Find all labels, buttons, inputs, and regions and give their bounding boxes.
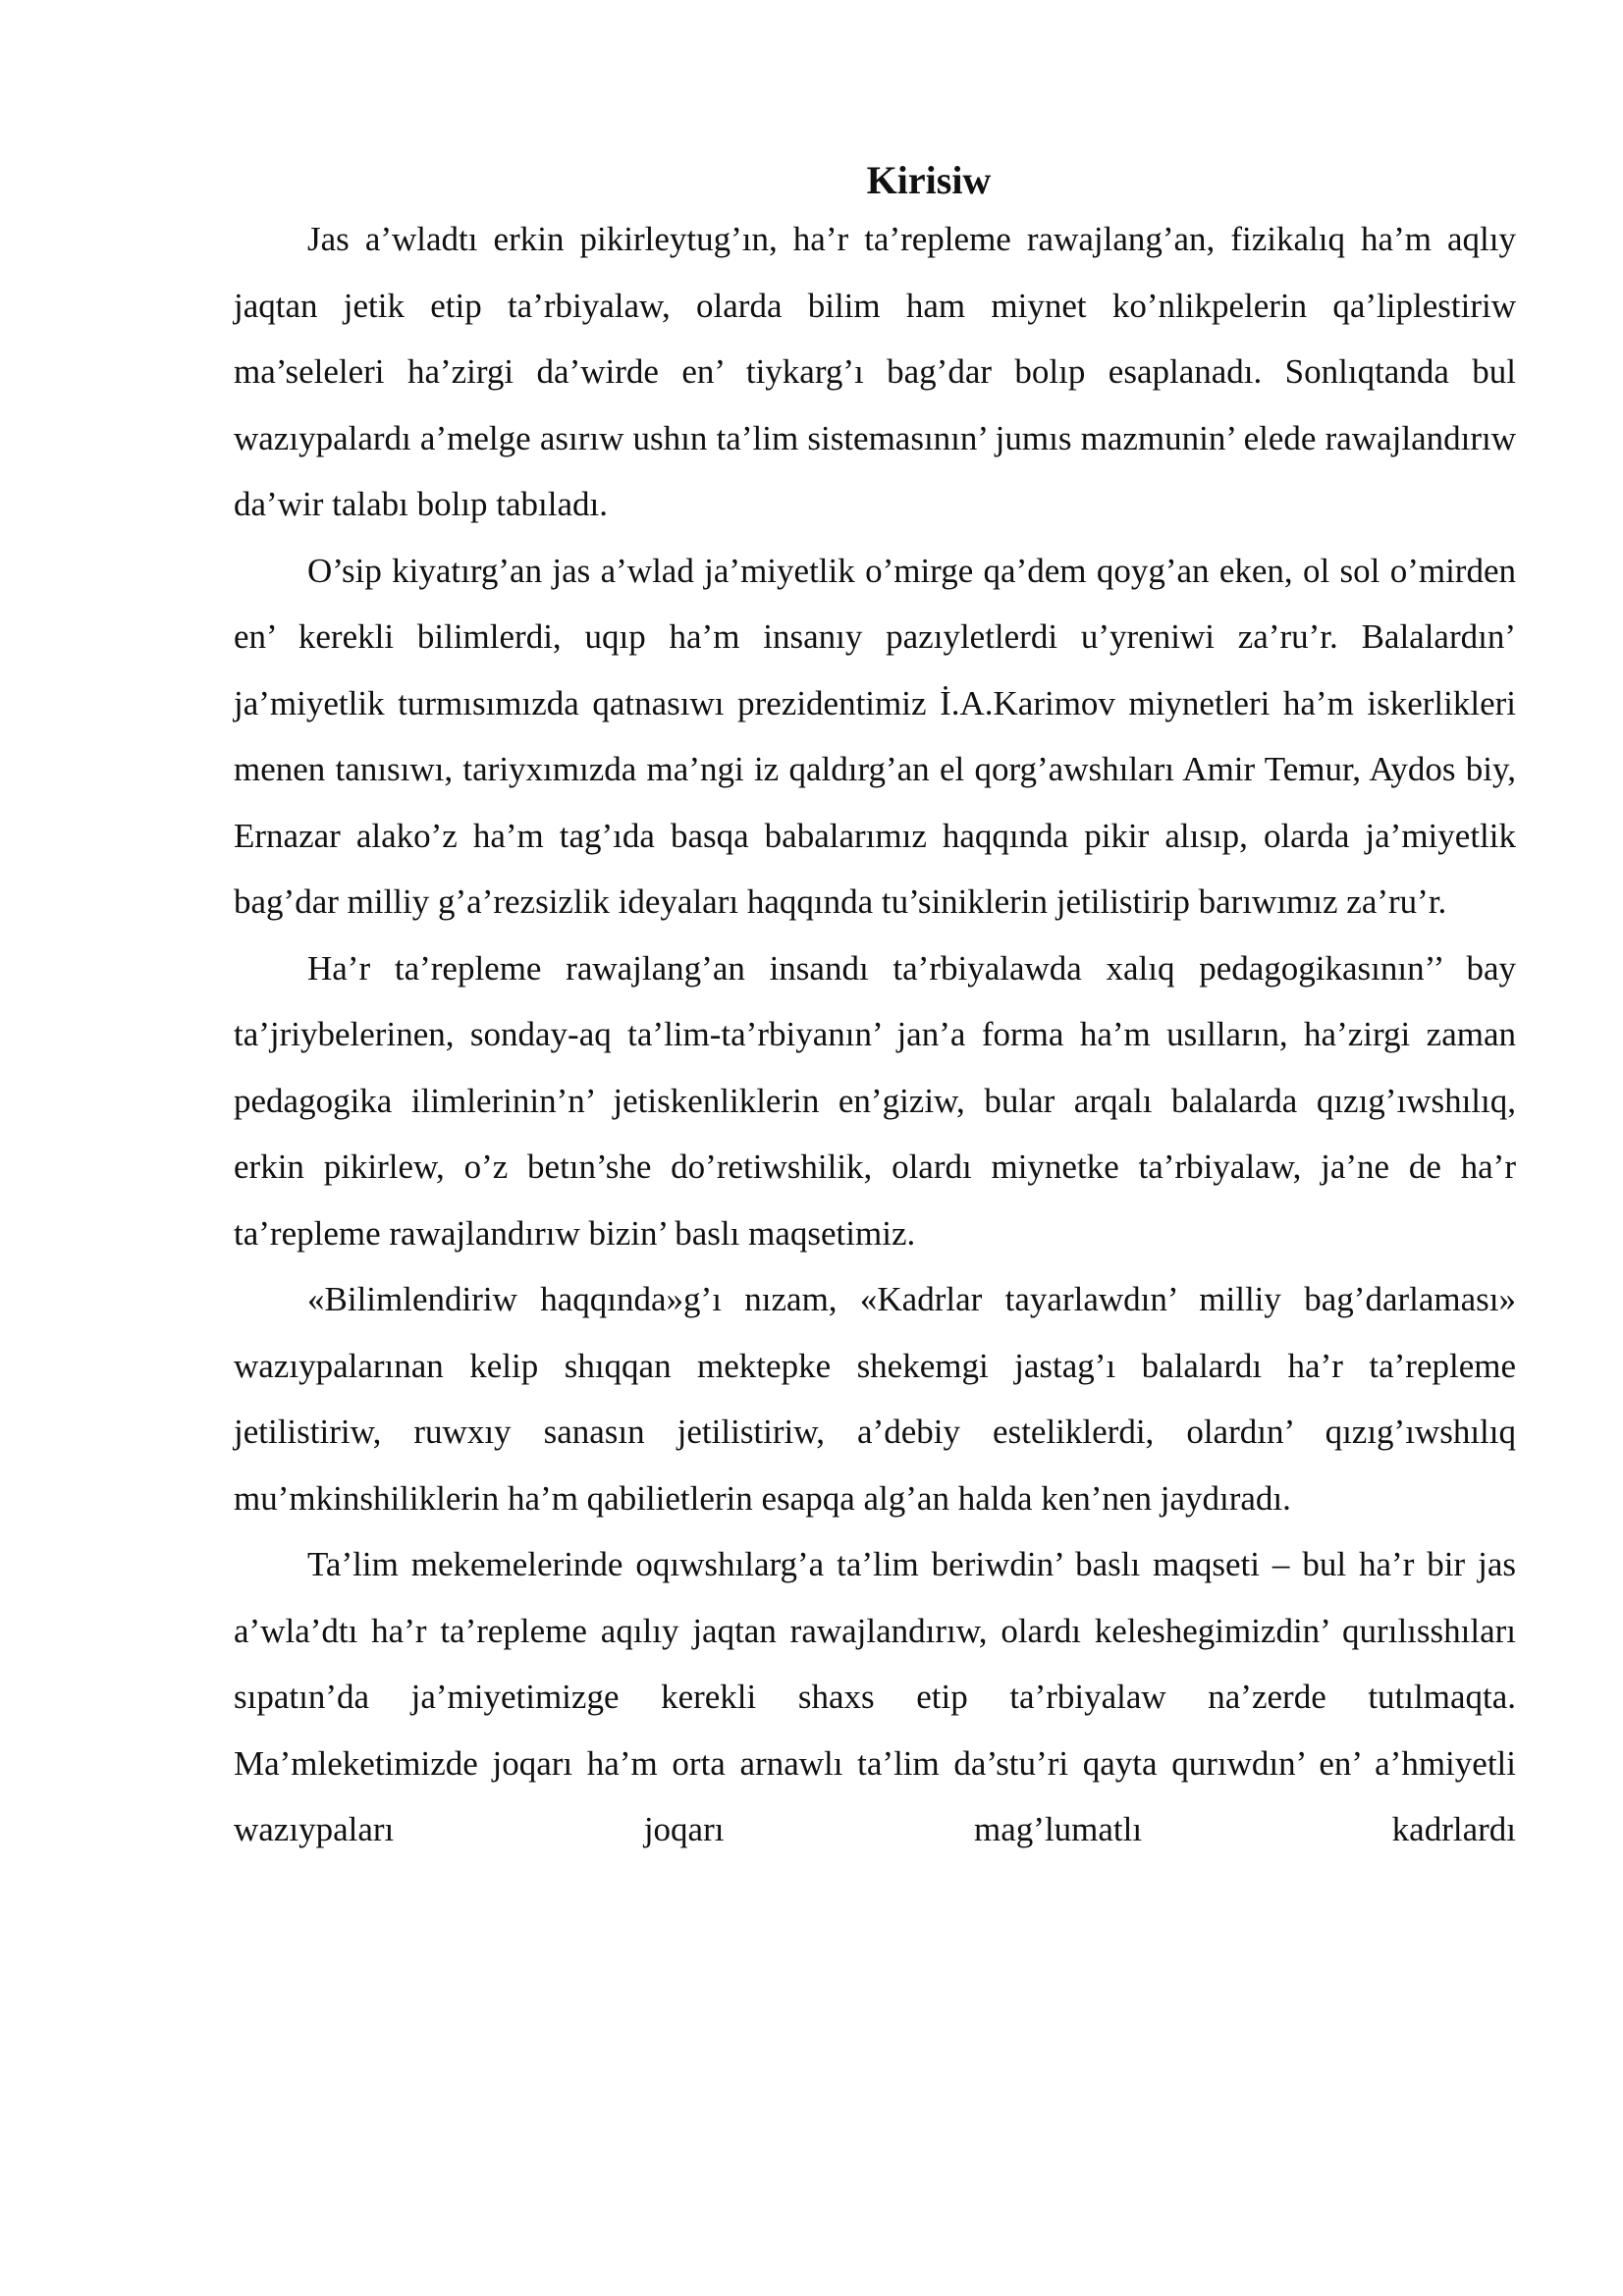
- paragraph-5: Ta’lim mekemelerinde oqıwshılarg’a ta’lim beriwdin’ baslı maqseti – bul ha’r bir jas a’wla’dtı ha’r ta’repleme aqılıy jaqtan rawajlandırıw, olardı keleshegimizdin’ qurılısshıları sıpatın’da ja’miyetimizge kerekli shaxs etip ta’rbiyalaw na’zerde tutılmaqta. Ma’mleketimizde joqarı ha’m orta arnawlı ta’lim da’stu’ri qayta qurıwdın’ en’ a’hmiyetli wazıypaları joqarı mag’lumatlı kadrlardı: [234, 1545, 1516, 1848]
- paragraph-3: Ha’r ta’repleme rawajlang’an insandı ta’rbiyalawda xalıq pedagogikasının’’ bay ta’jriybelerinen, sonday-aq ta’lim-ta’rbiyanın’ jan’a forma ha’m usılların, ha’zirgi zaman pedagogika ilimlerinin’n’ jetiskenliklerin en’giziw, bular arqalı balalarda qızıg’ıwshılıq, erkin pikirlew, o’z betın’she do’retiwshilik, olardı miynetke ta’rbiyalaw, ja’ne de ha’r ta’repleme rawajlandırıw bizin’ baslı maqsetimiz.: [234, 948, 1516, 1253]
- paragraph-4: «Bilimlendiriw haqqında»g’ı nızam, «Kadrlar tayarlawdın’ milliy bag’darlaması» wazıypalarınan kelip shıqqan mektepke shekemgi jastag’ı balalardı ha’r ta’repleme jetilistiriw, ruwxıy sanasın jetilistiriw, a’debiy esteliklerdi, olardın’ qızıg’ıwshılıq mu’mkinshiliklerin ha’m qabilietlerin esapqa alg’an halda ken’nen jaydıradı.: [234, 1280, 1516, 1518]
- document-title: Kirisiw: [866, 158, 992, 202]
- paragraph-1: Jas a’wladtı erkin pikirleytug’ın, ha’r ta’repleme rawajlang’an, fizikalıq ha’m aqlıy jaqtan jetik etip ta’rbiyalaw, olarda bilim ham miynet ko’nlikpelerin qa’liplestiriw ma’seleleri ha’zirgi da’wirde en’ tiykarg’ı bag’dar bolıp esaplanadı. Sonlıqtanda bul wazıypalardı a’melge asırıw ushın ta’lim sistemasının’ jumıs mazmunin’ elede rawajlandırıw da’wir talabı bolıp tabıladı.: [234, 220, 1516, 523]
- document-page: [234, 155, 1516, 1863]
- paragraph-2: O’sip kiyatırg’an jas a’wlad ja’miyetlik o’mirge qa’dem qoyg’an eken, ol sol o’mirden en’ kerekli bilimlerdi, uqıp ha’m insanıy pazıyletlerdi u’yreniwi za’ru’r. Balalardın’ ja’miyetlik turmısımızda qatnasıwı prezidentimiz İ.A.Karimov miynetleri ha’m iskerlikleri menen tanısıwı, tariyxımızda ma’ngi iz qaldırg’an el qorg’awshıları Amir Temur, Aydos biy, Ernazar alako’z ha’m tag’ıda basqa babalarımız haqqında pikir alısıp, olarda ja’miyetlik bag’dar milliy g’a’rezsizlik ideyaları haqqında tu’siniklerin jetilistirip barıwımız za’ru’r.: [234, 551, 1516, 921]
